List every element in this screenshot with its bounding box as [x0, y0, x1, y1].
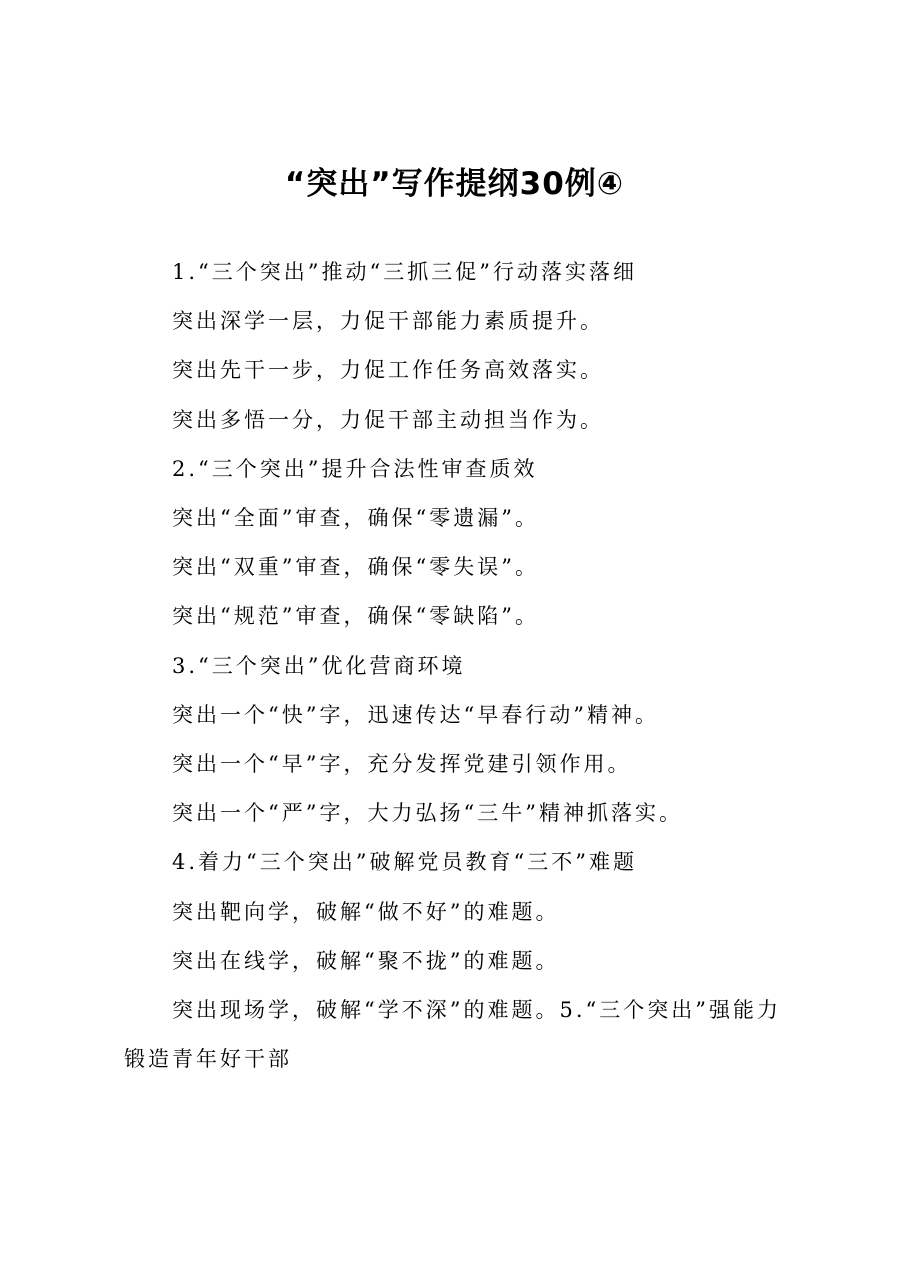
body-line: 突出“全面”审查，确保“零遗漏”。 — [172, 506, 539, 531]
body-line: 突出多悟一分，力促干部主动担当作为。 — [172, 407, 604, 432]
body-line: 突出“规范”审查，确保“零缺陷”。 — [172, 604, 539, 629]
body-line: 突出靶向学，破解“做不好”的难题。 — [172, 899, 560, 924]
body-line: 突出“双重”审查，确保“零失误”。 — [172, 555, 539, 580]
body-line: 突出一个“严”字，大力弘扬“三牛”精神抓落实。 — [172, 801, 683, 826]
document-title: “突出”写作提纲30例④ — [284, 166, 625, 202]
body-line: 突出一个“快”字，迅速传达“早春行动”精神。 — [172, 702, 659, 727]
section-heading: 1.“三个突出”推动“三抓三促”行动落实落细 — [172, 260, 637, 284]
body-line: 突出深学一层，力促干部能力素质提升。 — [172, 309, 604, 334]
section-heading: 2.“三个突出”提升合法性审查质效 — [172, 456, 538, 481]
section-heading: 3.“三个突出”优化营商环境 — [172, 653, 466, 678]
body-line: 突出先干一步，力促工作任务高效落实。 — [172, 358, 604, 383]
final-paragraph: 突出现场学，破解“学不深”的难题。5.“三个突出”强能力锻造青年好干部 — [124, 998, 781, 1072]
document-body — [124, 248, 788, 1084]
body-line: 突出一个“早”字，充分发挥党建引领作用。 — [172, 752, 632, 777]
body-line: 突出在线学，破解“聚不拢”的难题。 — [172, 948, 560, 973]
section-heading: 4.着力“三个突出”破解党员教育“三不”难题 — [172, 850, 637, 875]
